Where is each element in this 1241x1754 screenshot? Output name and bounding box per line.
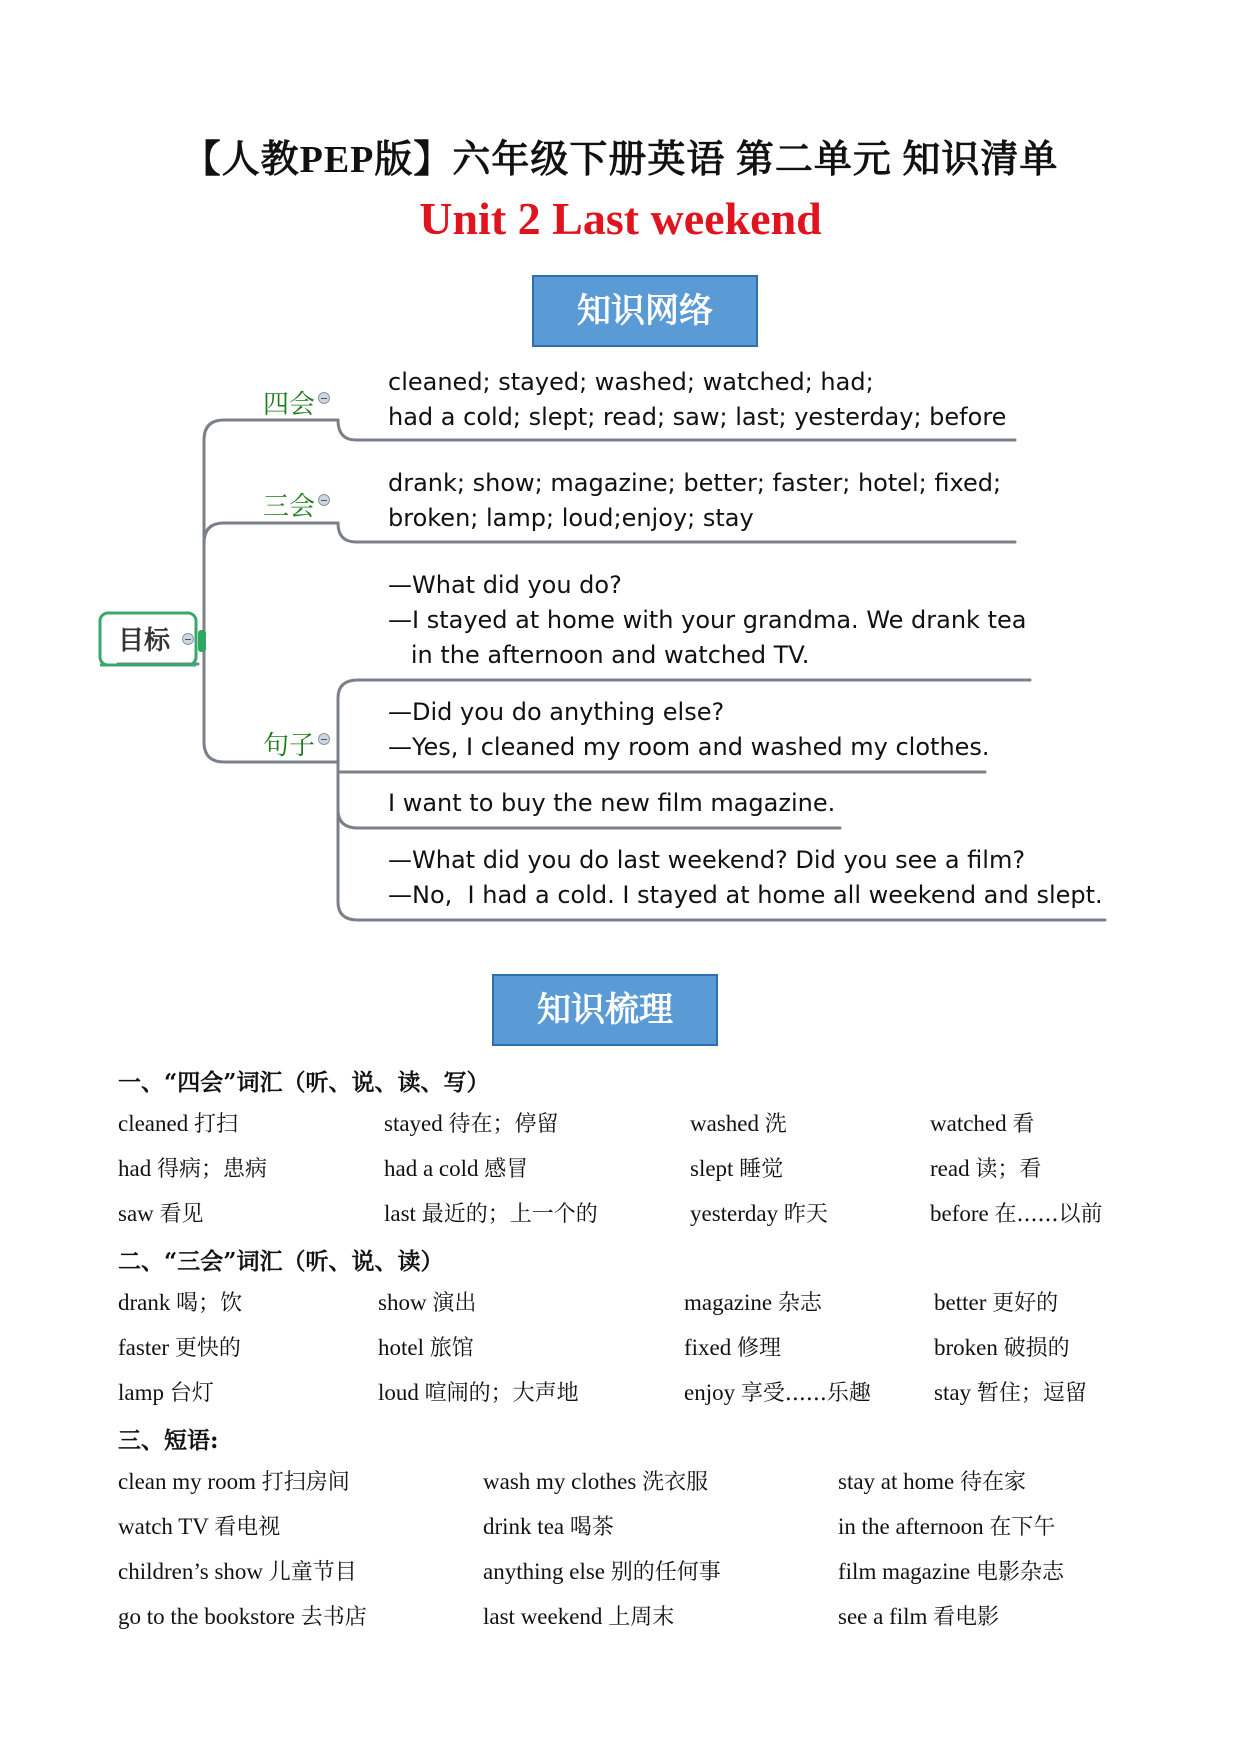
vocab-four-skills-entry-en: last: [384, 1201, 422, 1226]
juzi-group4-line-1: —What did you do last weekend? Did you see a film?: [388, 846, 1026, 874]
phrase-entry-cn: 在下午: [989, 1515, 1056, 1540]
vocab-three-skills-entry: [684, 1376, 871, 1407]
vocab-four-skills-entry-en: slept: [690, 1156, 740, 1181]
banner-knowledge-summary-label: 知识梳理: [537, 990, 673, 1030]
page-title-cn: 【人教PEP版】六年级下册英语 第二单元 知识清单: [182, 139, 1059, 181]
vocab-three-skills-entry: [934, 1286, 1058, 1317]
page-title-en: Unit 2 Last weekend: [419, 193, 822, 244]
vocab-three-skills-entry-cn: 破损的: [1003, 1336, 1070, 1361]
phrase-entry-en: see a film: [838, 1604, 934, 1629]
vocab-four-skills-entry-cn: 在......以前: [994, 1202, 1103, 1227]
vocab-four-skills-entry-cn: 洗: [764, 1112, 787, 1137]
vocab-three-skills-entry-en: loud: [378, 1380, 425, 1405]
phrase-entry-cn: 洗衣服: [642, 1470, 709, 1495]
vocab-three-skills-entry-cn: 享受......乐趣: [740, 1381, 871, 1406]
vocab-three-skills-entry-cn: 喝；饮: [176, 1291, 243, 1316]
sanhui-collapse-icon[interactable]: [318, 494, 330, 506]
vocab-three-skills-entry-en: enjoy: [684, 1380, 741, 1405]
phrase-entry: [118, 1600, 367, 1631]
phrase-entry-en: children’s show: [118, 1559, 269, 1584]
juzi-group4-line-2: —No, I had a cold. I stayed at home all weekend and slept.: [388, 881, 1103, 909]
vocab-three-skills-entry-cn: 暂住；逗留: [976, 1381, 1087, 1406]
vocab-three-skills-entry-cn: 台灯: [169, 1381, 214, 1406]
phrase-entry-cn: 儿童节目: [268, 1560, 357, 1585]
vocab-three-skills-entry: [118, 1331, 241, 1362]
vocab-three-skills-entry: [118, 1286, 242, 1317]
vocab-three-skills-entry: [934, 1376, 1087, 1407]
phrase-entry-en: in the afternoon: [838, 1514, 990, 1539]
phrase-entry-en: anything else: [483, 1559, 611, 1584]
banner-knowledge-network-label: 知识网络: [577, 291, 713, 331]
phrase-entry: [483, 1465, 708, 1496]
vocab-four-skills-entry-cn: 待在；停留: [448, 1112, 559, 1137]
vocab-four-skills-entry-en: read: [930, 1156, 976, 1181]
vocab-four-skills-entry-en: saw: [118, 1201, 160, 1226]
phrase-entry: [483, 1510, 614, 1541]
phrase-entry: [838, 1600, 999, 1631]
vocab-four-skills-entry-cn: 最近的；上一个的: [421, 1202, 598, 1227]
vocab-four-skills-entry: [118, 1152, 267, 1183]
phrase-entry-cn: 别的任何事: [610, 1560, 721, 1585]
juzi-group1-line-1: —What did you do?: [388, 571, 622, 599]
vocab-three-skills-entry: [118, 1376, 214, 1407]
vocab-three-skills-entry: [684, 1331, 781, 1362]
vocab-four-skills-row: [0, 1107, 1241, 1141]
sihui-line-2: had a cold; slept; read; saw; last; yesterday; before: [388, 403, 1007, 431]
branch-label-sanhui: 三会: [263, 492, 316, 522]
vocab-three-skills-entry-cn: 修理: [737, 1336, 782, 1361]
vocab-three-skills-entry-en: faster: [118, 1335, 175, 1360]
vocab-three-skills-entry-en: show: [378, 1290, 433, 1315]
vocab-four-skills-row: [0, 1152, 1241, 1186]
vocab-three-skills-entry-en: magazine: [684, 1290, 778, 1315]
vocab-four-skills-entry: [690, 1197, 828, 1228]
vocab-three-skills-entry-en: fixed: [684, 1335, 738, 1360]
vocab-three-skills-entry-cn: 喧闹的；大声地: [424, 1381, 579, 1406]
vocab-four-skills-entry: [384, 1197, 598, 1228]
vocab-four-skills-entry-cn: 得病；患病: [156, 1157, 267, 1182]
vocab-three-skills-entry: [684, 1286, 822, 1317]
juzi-group3-line-1: I want to buy the new film magazine.: [388, 789, 836, 817]
section2-heading: 二、“三会”词汇（听、说、读）: [118, 1248, 444, 1275]
vocab-four-skills-entry-cn: 打扫: [193, 1112, 238, 1137]
sihui-line-1: cleaned; stayed; washed; watched; had;: [388, 368, 874, 396]
phrase-entry-cn: 去书店: [300, 1605, 367, 1630]
vocab-four-skills-entry-en: stayed: [384, 1111, 449, 1136]
phrase-entry-cn: 打扫房间: [261, 1470, 350, 1495]
phrase-entry-cn: 看电视: [214, 1515, 281, 1540]
juzi-group1-line-3: in the afternoon and watched TV.: [388, 641, 810, 669]
phrase-row: [0, 1600, 1241, 1634]
vocab-three-skills-entry-en: broken: [934, 1335, 1004, 1360]
vocab-three-skills-entry-en: drank: [118, 1290, 177, 1315]
phrase-entry-cn: 电影杂志: [975, 1560, 1064, 1585]
vocab-four-skills-entry-cn: 昨天: [783, 1202, 828, 1227]
phrase-entry-cn: 待在家: [960, 1470, 1027, 1495]
phrase-row: [0, 1510, 1241, 1544]
vocab-three-skills-entry-cn: 更好的: [992, 1291, 1059, 1316]
vocab-four-skills-entry: [690, 1152, 783, 1183]
phrase-entry: [838, 1555, 1064, 1586]
vocab-three-skills-entry-cn: 旅馆: [429, 1336, 474, 1361]
vocab-four-skills-entry-cn: 看见: [159, 1202, 204, 1227]
juzi-group2-line-2: —Yes, I cleaned my room and washed my clothes.: [388, 733, 990, 761]
mind-map-root-label: 目标: [118, 626, 171, 656]
phrase-entry: [483, 1600, 674, 1631]
vocab-four-skills-entry-cn: 感冒: [484, 1157, 529, 1182]
vocab-four-skills-entry-en: had a cold: [384, 1156, 485, 1181]
vocab-three-skills-entry: [378, 1286, 476, 1317]
vocab-three-skills-entry-en: hotel: [378, 1335, 430, 1360]
vocab-three-skills-row: [0, 1376, 1241, 1410]
phrase-entry: [118, 1465, 350, 1496]
vocab-four-skills-entry-en: washed: [690, 1111, 765, 1136]
vocab-three-skills-entry-cn: 更快的: [174, 1336, 241, 1361]
vocab-three-skills-entry-en: stay: [934, 1380, 977, 1405]
vocab-four-skills-entry-en: cleaned: [118, 1111, 194, 1136]
vocab-four-skills-entry-cn: 睡觉: [739, 1157, 784, 1182]
sanhui-line-2: broken; lamp; loud;enjoy; stay: [388, 504, 754, 532]
phrase-entry-cn: 看电影: [933, 1605, 1000, 1630]
phrase-row: [0, 1465, 1241, 1499]
vocab-four-skills-entry-en: yesterday: [690, 1201, 784, 1226]
phrase-entry: [838, 1465, 1026, 1496]
vocab-four-skills-row: [0, 1197, 1241, 1231]
phrase-entry: [838, 1510, 1055, 1541]
branch-label-juzi: 句子: [263, 731, 316, 761]
section1-heading: 一、“四会”词汇（听、说、读、写）: [118, 1069, 490, 1096]
vocab-four-skills-entry: [384, 1152, 528, 1183]
branch-label-sihui: 四会: [263, 390, 316, 420]
vocab-four-skills-entry: [118, 1197, 204, 1228]
vocab-four-skills-entry: [930, 1152, 1041, 1183]
phrase-row: [0, 1555, 1241, 1589]
vocab-four-skills-entry: [930, 1107, 1034, 1138]
phrase-entry: [118, 1555, 357, 1586]
phrase-entry-en: go to the bookstore: [118, 1604, 301, 1629]
phrase-entry: [483, 1555, 721, 1586]
vocab-four-skills-entry-cn: 读；看: [975, 1157, 1042, 1182]
root-collapse-icon[interactable]: [182, 633, 194, 645]
vocab-three-skills-row: [0, 1331, 1241, 1365]
vocab-four-skills-entry: [930, 1197, 1102, 1228]
phrase-entry-cn: 上周末: [608, 1605, 675, 1630]
phrase-entry-en: stay at home: [838, 1469, 960, 1494]
vocab-three-skills-entry-cn: 杂志: [777, 1291, 822, 1316]
phrase-entry-en: last weekend: [483, 1604, 609, 1629]
juzi-collapse-icon[interactable]: [318, 733, 330, 745]
sanhui-line-1: drank; show; magazine; better; faster; hotel; fixed;: [388, 469, 1002, 497]
phrase-entry-en: film magazine: [838, 1559, 976, 1584]
phrase-entry-en: wash my clothes: [483, 1469, 643, 1494]
vocab-three-skills-entry: [934, 1331, 1070, 1362]
vocab-four-skills-entry-en: before: [930, 1201, 995, 1226]
vocab-four-skills-entry-en: watched: [930, 1111, 1013, 1136]
vocab-three-skills-row: [0, 1286, 1241, 1320]
vocab-three-skills-entry-cn: 演出: [432, 1291, 477, 1316]
sihui-collapse-icon[interactable]: [318, 392, 330, 404]
vocab-three-skills-entry-en: better: [934, 1290, 993, 1315]
vocab-three-skills-entry: [378, 1376, 579, 1407]
vocab-four-skills-entry-cn: 看: [1012, 1112, 1035, 1137]
phrase-entry-cn: 喝茶: [569, 1515, 614, 1540]
phrase-entry: [118, 1510, 280, 1541]
vocab-four-skills-entry: [118, 1107, 238, 1138]
juzi-group1-line-2: —I stayed at home with your grandma. We drank tea: [388, 606, 1027, 634]
vocab-four-skills-entry: [384, 1107, 559, 1138]
section3-heading: 三、短语:: [118, 1427, 219, 1454]
phrase-entry-en: drink tea: [483, 1514, 570, 1539]
juzi-group2-line-1: —Did you do anything else?: [388, 698, 725, 726]
banner-knowledge-summary: [492, 974, 718, 1046]
vocab-four-skills-entry: [690, 1107, 787, 1138]
phrase-entry-en: watch TV: [118, 1514, 215, 1539]
vocab-four-skills-entry-en: had: [118, 1156, 157, 1181]
vocab-three-skills-entry-en: lamp: [118, 1380, 170, 1405]
phrase-entry-en: clean my room: [118, 1469, 262, 1494]
vocab-three-skills-entry: [378, 1331, 474, 1362]
